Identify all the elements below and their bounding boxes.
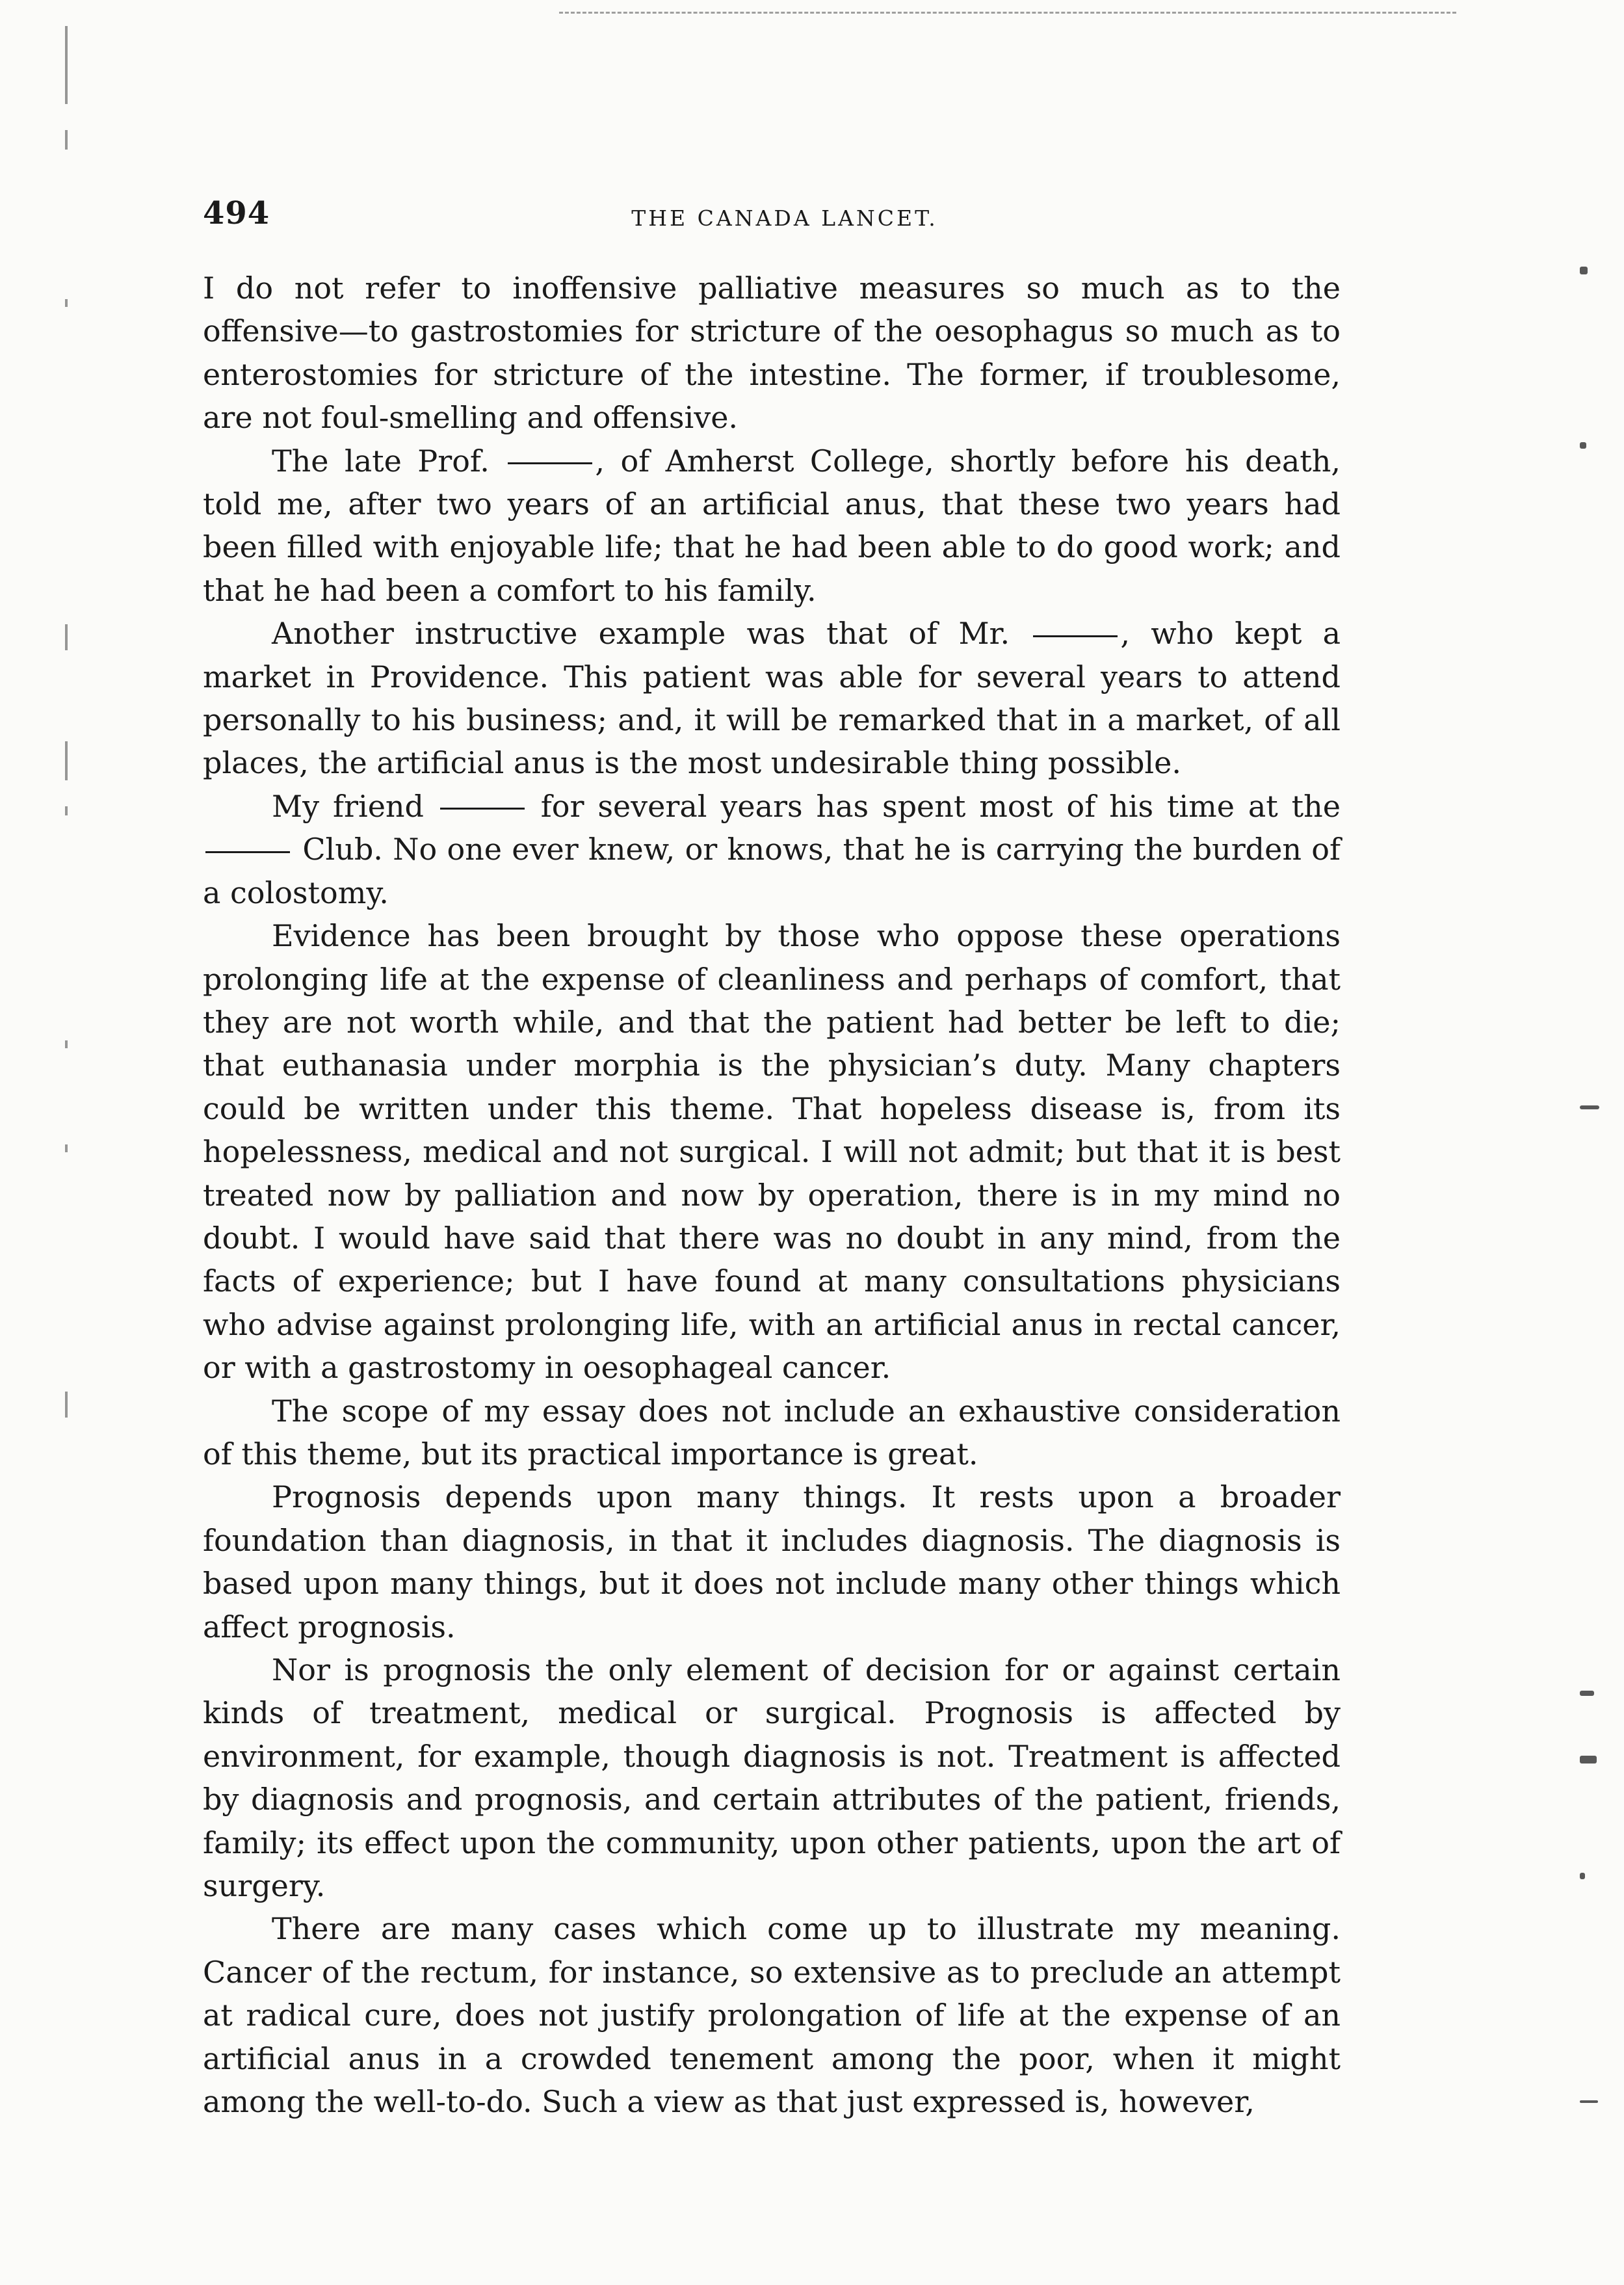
paragraph-text: , of Amherst College, shortly before his death, told me, after two years of an artificial anus, that these two years had been filled with enjoyable life; that he had been able to do good work; and that he had been a comfort to his family. xyxy=(203,443,1341,608)
paragraph xyxy=(203,267,1341,440)
page-header xyxy=(203,195,1341,241)
paragraph-text: Another instructive example was that of Mr. xyxy=(272,616,1010,652)
scan-artifact-right-margin xyxy=(1580,195,1606,2146)
paragraph xyxy=(203,914,1341,1389)
paragraph-text: The scope of my essay does not include an exhaustive consideration of this theme, but its practical importance is great. xyxy=(203,1393,1341,1472)
scan-artifact-left-margin xyxy=(65,26,78,2237)
paragraph xyxy=(203,1907,1341,2123)
paragraph xyxy=(203,1390,1341,1476)
paragraph-text: My friend xyxy=(272,788,424,824)
paragraph-text: Club. No one ever knew, or knows, that he is carrying the burden of a colostomy. xyxy=(203,832,1341,910)
paragraph xyxy=(203,785,1341,914)
paragraph xyxy=(203,612,1341,785)
page-number: 494 xyxy=(203,195,270,231)
redacted-name-dash xyxy=(1033,635,1118,637)
scan-artifact-top-line xyxy=(559,12,1456,14)
running-head: THE CANADA LANCET. xyxy=(631,205,938,231)
paragraph-text: I do not refer to inoffensive palliative measures so much as to the offensive—to gastrostomies for stricture of the oesophagus so much as to enterostomies for stricture of the intestine. The former, if troublesome, are not foul-smelling and offensive. xyxy=(203,271,1341,436)
paragraph-text: , who kept a market in Providence. This patient was able for several years to attend personally to his business; and, it will be remarked that in a market, of all places, the artificial anus is the most undesirable thing possible. xyxy=(203,616,1341,781)
redacted-name-dash xyxy=(205,851,290,853)
paragraph-text: The late Prof. xyxy=(272,443,490,479)
paragraph-text: There are many cases which come up to illustrate my meaning. Cancer of the rectum, for instance, so extensive as to preclude an attempt at radical cure, does not justify prolongation of life at the expense of an artificial anus in a crowded tenement among the poor, when it might among the well-to-do. Such a view as that just expressed is, however, xyxy=(203,1911,1341,2120)
redacted-name-dash xyxy=(508,462,592,464)
paragraph-text: for several years has spent most of his time at the xyxy=(540,788,1341,824)
redacted-name-dash xyxy=(440,808,525,810)
paragraph-text: Prognosis depends upon many things. It rests upon a broader foundation than diagnosis, in that it includes diagnosis. The diagnosis is based upon many things, but it does not include many other things which affect prognosis. xyxy=(203,1479,1341,1644)
paragraph xyxy=(203,1475,1341,1648)
paragraph-text: Evidence has been brought by those who oppose these operations prolonging life at the expense of cleanliness and perhaps of comfort, that they are not worth while, and that the patient had better be left to die; that euthanasia under morphia is the physician’s duty. Many chapters could be written under this theme. That hopeless disease is, from its hopelessness, medical and not surgical. I will not admit; but that it is best treated now by palliation and now by operation, there is in my mind no doubt. I would have said that there was no doubt in any mind, from the facts of experience; but I have found at many consultations physicians who advise against prolonging life, with an artificial anus in rectal cancer, or with a gastrostomy in oesophageal cancer. xyxy=(203,918,1341,1386)
paragraph-text: Nor is prognosis the only element of decision for or against certain kinds of treatment, medical or surgical. Prognosis is affected by environment, for example, though diagnosis is not. Treatment is affected by diagnosis and prognosis, and certain attributes of the patient, friends, family; its effect upon the community, upon other patients, upon the art of surgery. xyxy=(203,1652,1341,1904)
paragraph xyxy=(203,440,1341,613)
article-body xyxy=(203,267,1341,2123)
paragraph xyxy=(203,1648,1341,1907)
